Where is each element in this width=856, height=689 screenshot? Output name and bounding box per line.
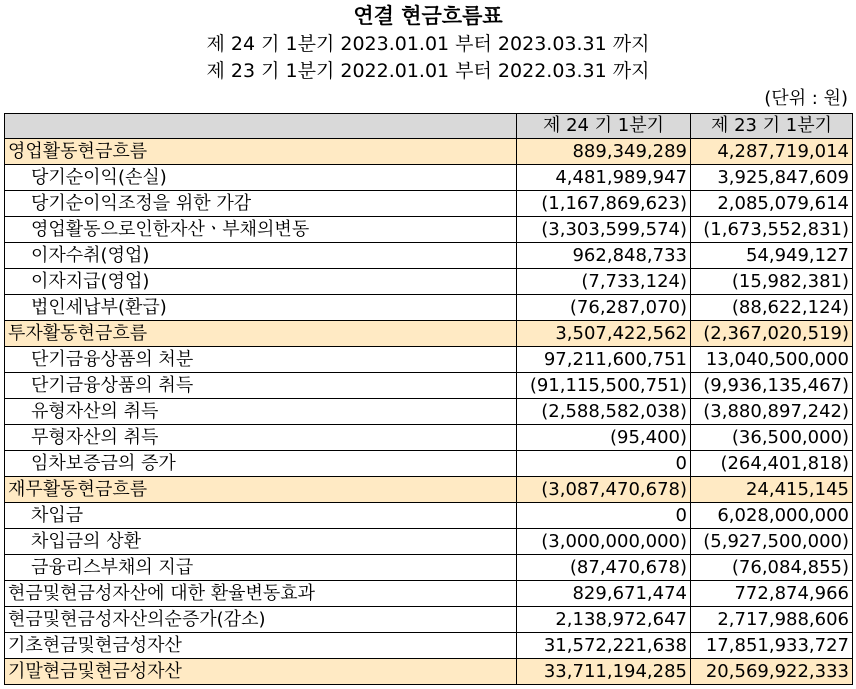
prior-period-value: (15,982,381) — [691, 269, 853, 295]
table-row — [5, 581, 853, 607]
row-label: 재무활동현금흐름 — [5, 477, 517, 503]
row-label: 당기순이익조정을 위한 가감 — [5, 191, 517, 217]
prior-period-value: (88,622,124) — [691, 295, 853, 321]
prior-period-value: (2,367,020,519) — [691, 321, 853, 347]
table-body — [5, 139, 853, 685]
table-row — [5, 425, 853, 451]
current-period-value: 829,671,474 — [517, 581, 691, 607]
prior-period-value: (9,936,135,467) — [691, 373, 853, 399]
period-prior: 제 23 기 1분기 2022.01.01 부터 2022.03.31 까지 — [206, 60, 650, 82]
current-period-value: 962,848,733 — [517, 243, 691, 269]
section-row — [5, 139, 853, 165]
table-row — [5, 243, 853, 269]
prior-period-value: (5,927,500,000) — [691, 529, 853, 555]
row-label: 투자활동현금흐름 — [5, 321, 517, 347]
current-period-value: 889,349,289 — [517, 139, 691, 165]
table-row — [5, 451, 853, 477]
header-current-period: 제 24 기 1분기 — [517, 114, 691, 139]
prior-period-value: 20,569,922,333 — [691, 659, 853, 685]
row-label: 법인세납부(환급) — [5, 295, 517, 321]
prior-period-value: 772,874,966 — [691, 581, 853, 607]
current-period-value: 33,711,194,285 — [517, 659, 691, 685]
prior-period-value: 54,949,127 — [691, 243, 853, 269]
period-current: 제 24 기 1분기 2023.01.01 부터 2023.03.31 까지 — [206, 33, 650, 55]
row-label: 단기금융상품의 취득 — [5, 373, 517, 399]
row-label: 현금및현금성자산의순증가(감소) — [5, 607, 517, 633]
row-label: 기초현금및현금성자산 — [5, 633, 517, 659]
table-row — [5, 217, 853, 243]
prior-period-value: (76,084,855) — [691, 555, 853, 581]
current-period-value: (3,087,470,678) — [517, 477, 691, 503]
table-row — [5, 503, 853, 529]
current-period-value: (3,303,599,574) — [517, 217, 691, 243]
prior-period-value: (3,880,897,242) — [691, 399, 853, 425]
prior-period-value: (1,673,552,831) — [691, 217, 853, 243]
current-period-value: (2,588,582,038) — [517, 399, 691, 425]
header-prior-period: 제 23 기 1분기 — [691, 114, 853, 139]
current-period-value: 97,211,600,751 — [517, 347, 691, 373]
current-period-value: 3,507,422,562 — [517, 321, 691, 347]
prior-period-value: 17,851,933,727 — [691, 633, 853, 659]
table-row — [5, 529, 853, 555]
prior-period-value: 13,040,500,000 — [691, 347, 853, 373]
table-row — [5, 347, 853, 373]
table-row — [5, 191, 853, 217]
cash-flow-table — [4, 113, 853, 685]
row-label: 금융리스부채의 지급 — [5, 555, 517, 581]
row-label: 차입금 — [5, 503, 517, 529]
current-period-value: (76,287,070) — [517, 295, 691, 321]
current-period-value: (91,115,500,751) — [517, 373, 691, 399]
prior-period-value: (264,401,818) — [691, 451, 853, 477]
prior-period-value: 24,415,145 — [691, 477, 853, 503]
statement-title: 연결 현금흐름표 — [353, 4, 503, 28]
row-label: 영업활동현금흐름 — [5, 139, 517, 165]
current-period-value: (95,400) — [517, 425, 691, 451]
prior-period-value: 3,925,847,609 — [691, 165, 853, 191]
prior-period-value: (36,500,000) — [691, 425, 853, 451]
prior-period-value: 4,287,719,014 — [691, 139, 853, 165]
current-period-value: (7,733,124) — [517, 269, 691, 295]
table-header-row — [5, 114, 853, 139]
current-period-value: 31,572,221,638 — [517, 633, 691, 659]
row-label: 당기순이익(손실) — [5, 165, 517, 191]
prior-period-value: 2,717,988,606 — [691, 607, 853, 633]
table-row — [5, 555, 853, 581]
section-row — [5, 477, 853, 503]
row-label: 이자수취(영업) — [5, 243, 517, 269]
unit-label: (단위 : 원) — [764, 88, 848, 109]
current-period-value: 2,138,972,647 — [517, 607, 691, 633]
section-row — [5, 659, 853, 685]
current-period-value: (3,000,000,000) — [517, 529, 691, 555]
current-period-value: (1,167,869,623) — [517, 191, 691, 217]
table-row — [5, 295, 853, 321]
table-row — [5, 269, 853, 295]
row-label: 현금및현금성자산에 대한 환율변동효과 — [5, 581, 517, 607]
current-period-value: 0 — [517, 503, 691, 529]
row-label: 단기금융상품의 처분 — [5, 347, 517, 373]
row-label: 기말현금및현금성자산 — [5, 659, 517, 685]
table-row — [5, 165, 853, 191]
prior-period-value: 6,028,000,000 — [691, 503, 853, 529]
row-label: 유형자산의 취득 — [5, 399, 517, 425]
current-period-value: 4,481,989,947 — [517, 165, 691, 191]
table-row — [5, 373, 853, 399]
table-row — [5, 399, 853, 425]
row-label: 임차보증금의 증가 — [5, 451, 517, 477]
current-period-value: 0 — [517, 451, 691, 477]
table-row — [5, 607, 853, 633]
table-row — [5, 633, 853, 659]
current-period-value: (87,470,678) — [517, 555, 691, 581]
row-label: 이자지급(영업) — [5, 269, 517, 295]
row-label: 무형자산의 취득 — [5, 425, 517, 451]
section-row — [5, 321, 853, 347]
header-label-cell — [5, 114, 517, 139]
prior-period-value: 2,085,079,614 — [691, 191, 853, 217]
row-label: 영업활동으로인한자산ㆍ부채의변동 — [5, 217, 517, 243]
row-label: 차입금의 상환 — [5, 529, 517, 555]
